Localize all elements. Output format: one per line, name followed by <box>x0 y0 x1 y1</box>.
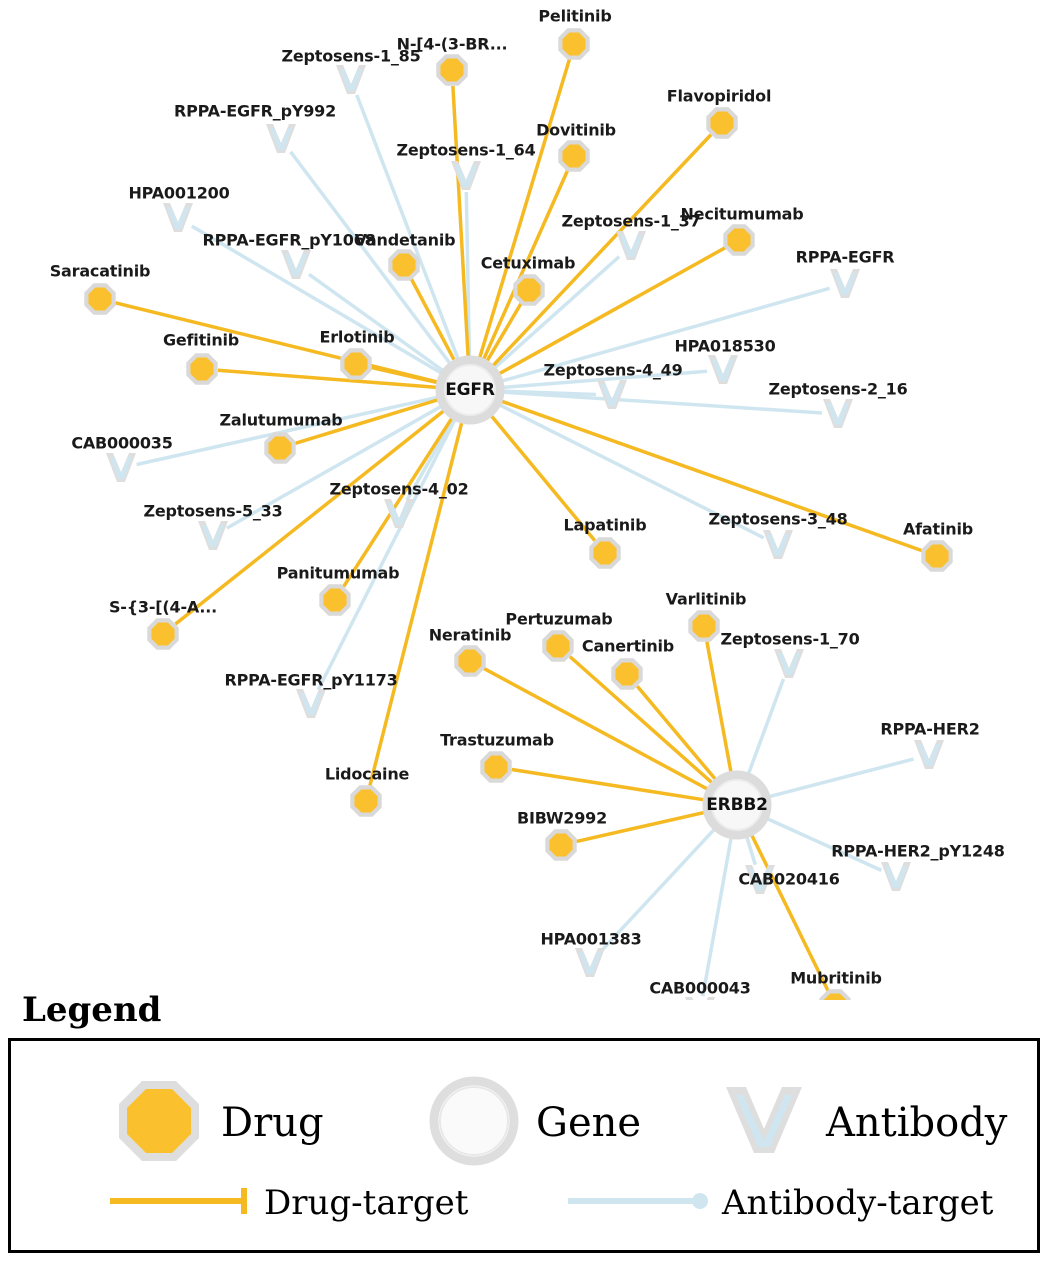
drug-node[interactable] <box>186 353 217 384</box>
antibody-label: CAB020416 <box>738 869 840 889</box>
drug-label: Neratinib <box>428 625 512 645</box>
graph-edge <box>309 274 446 372</box>
drug-target-edge-icon <box>106 1181 256 1225</box>
graph-edge <box>354 95 460 362</box>
antibody-node[interactable] <box>296 689 326 718</box>
antibody-label: RPPA-HER2 <box>880 719 980 739</box>
drug-node[interactable] <box>558 140 589 171</box>
drug-node[interactable] <box>542 630 573 661</box>
drug-label: Lidocaine <box>324 764 410 784</box>
antibody-label: HPA018530 <box>674 336 776 356</box>
drug-node[interactable] <box>589 537 620 568</box>
drug-label: Pelitinib <box>538 6 612 26</box>
antibody-node[interactable] <box>830 269 860 298</box>
legend-item-drug-target <box>106 1181 468 1225</box>
drug-node-shape <box>546 634 569 657</box>
drug-label: Mubritinib <box>790 968 882 988</box>
antibody-label: Zeptosens-1_70 <box>720 629 860 649</box>
drug-label: Flavopiridol <box>666 86 772 106</box>
legend-box <box>8 1038 1040 1253</box>
legend-label-drug-target: Drug-target <box>264 1183 469 1223</box>
drug-label: Lapatinib <box>563 515 647 535</box>
drug-node[interactable] <box>454 645 485 676</box>
drug-label: Saracatinib <box>49 261 151 281</box>
antibody-label: RPPA-HER2_pY1248 <box>831 841 1005 861</box>
drug-label: Zalutumumab <box>219 410 343 430</box>
drug-node[interactable] <box>84 283 115 314</box>
drug-node[interactable] <box>388 249 419 280</box>
antibody-label: RPPA-EGFR_pY1173 <box>224 670 398 690</box>
antibody-label: Zeptosens-1_64 <box>396 140 536 160</box>
drug-node[interactable] <box>545 829 576 860</box>
gene-label: ERBB2 <box>706 795 768 815</box>
graph-edge <box>703 835 732 997</box>
antibody-node[interactable] <box>774 649 804 678</box>
drug-label: Panitumumab <box>276 563 400 583</box>
drug-node-shape <box>190 357 213 380</box>
gene-label: EGFR <box>445 380 495 400</box>
antibody-node[interactable] <box>266 124 296 153</box>
drug-label: Necitumumab <box>680 204 804 224</box>
antibody-label: Zeptosens-4_02 <box>329 479 469 499</box>
antibody-node[interactable] <box>198 521 228 550</box>
drug-node-shape <box>392 253 415 276</box>
legend-item-antibody <box>716 1073 1007 1173</box>
legend-label-antibody: Antibody <box>826 1100 1008 1146</box>
drug-node-icon <box>111 1073 207 1173</box>
drug-node-shape <box>692 614 715 637</box>
drug-node[interactable] <box>436 54 467 85</box>
legend-title: Legend <box>22 990 162 1030</box>
antibody-label: RPPA-EGFR_pY1068 <box>202 230 376 250</box>
antibody-node-icon <box>716 1073 812 1173</box>
drug-node-shape <box>710 111 733 134</box>
antibody-label: HPA001383 <box>540 929 642 949</box>
drug-label: N-[4-(3-BR... <box>396 34 508 54</box>
antibody-target-edge-icon <box>564 1181 714 1225</box>
graph-edge <box>479 59 570 361</box>
drug-node-shape <box>268 436 291 459</box>
drug-node[interactable] <box>558 28 589 59</box>
antibody-label: RPPA-EGFR_pY992 <box>173 101 337 121</box>
drug-node-shape <box>88 287 111 310</box>
drug-label: BIBW2992 <box>516 808 608 828</box>
antibody-label: RPPA-EGFR <box>795 247 895 267</box>
antibody-node[interactable] <box>823 399 853 428</box>
antibody-label: Zeptosens-1_85 <box>281 46 421 66</box>
drug-node-shape <box>615 662 638 685</box>
drug-node[interactable] <box>319 584 350 615</box>
antibody-label: CAB000043 <box>649 978 751 998</box>
drug-node[interactable] <box>706 107 737 138</box>
drug-label: Cetuximab <box>480 253 576 273</box>
drug-node-shape <box>593 541 616 564</box>
drug-label: Erlotinib <box>319 327 395 347</box>
drug-node-shape <box>562 144 585 167</box>
legend-node-row <box>11 1063 1037 1173</box>
antibody-label: CAB000035 <box>71 433 173 453</box>
antibody-node[interactable] <box>597 380 627 409</box>
drug-node-shape <box>151 622 174 645</box>
antibody-label: Zeptosens-3_48 <box>708 509 848 529</box>
antibody-node[interactable] <box>914 740 944 769</box>
antibody-label: Zeptosens-5_33 <box>143 501 283 521</box>
drug-node-shape <box>925 544 948 567</box>
drug-label: S-{3-[(4-A... <box>108 597 218 617</box>
legend-item-antibody-target <box>564 1181 993 1225</box>
legend-item-gene <box>426 1073 641 1173</box>
drug-node-shape <box>344 352 367 375</box>
drug-node-shape <box>354 789 377 812</box>
drug-node-shape <box>458 649 481 672</box>
graph-edge <box>707 642 732 776</box>
drug-node[interactable] <box>723 224 754 255</box>
drug-node-shape <box>484 755 507 778</box>
drug-node[interactable] <box>513 274 544 305</box>
antibody-node[interactable] <box>281 250 311 279</box>
drug-node[interactable] <box>147 618 178 649</box>
graph-edge <box>766 759 913 797</box>
drug-node[interactable] <box>688 610 719 641</box>
drug-node-shape <box>727 228 750 251</box>
antibody-label: Zeptosens-1_37 <box>561 211 701 231</box>
antibody-node[interactable] <box>616 231 646 260</box>
drug-node[interactable] <box>480 751 511 782</box>
graph-edge <box>747 679 783 777</box>
drug-label: Afatinib <box>902 519 974 539</box>
graph-edge <box>372 368 441 384</box>
drug-label: Vandetanib <box>354 230 456 250</box>
drug-node[interactable] <box>350 785 381 816</box>
antibody-label: Zeptosens-2_16 <box>768 379 908 399</box>
graph-edge <box>637 686 717 782</box>
antibody-node[interactable] <box>451 161 481 190</box>
antibody-node[interactable] <box>163 203 193 232</box>
drug-node-shape <box>440 58 463 81</box>
antibody-node[interactable] <box>336 65 366 94</box>
drug-label: Gefitinib <box>162 330 240 350</box>
drug-node[interactable] <box>264 432 295 463</box>
drug-node-shape <box>562 32 585 55</box>
drug-node[interactable] <box>340 348 371 379</box>
legend-label-gene: Gene <box>536 1100 642 1146</box>
antibody-node[interactable] <box>881 862 911 891</box>
drug-label: Canertinib <box>581 636 675 656</box>
legend-label-antibody-target: Antibody-target <box>722 1183 994 1223</box>
drug-label: Varlitinib <box>665 589 747 609</box>
antibody-node[interactable] <box>106 453 136 482</box>
legend-label-drug: Drug <box>221 1100 324 1146</box>
drug-node[interactable] <box>611 658 642 689</box>
antibody-node[interactable] <box>575 948 605 977</box>
legend-item-drug <box>111 1073 324 1173</box>
drug-node[interactable] <box>921 540 952 571</box>
drug-node-shape <box>323 588 346 611</box>
drug-label: Pertuzumab <box>505 609 613 629</box>
drug-label: Dovitinib <box>536 120 616 140</box>
graph-edge <box>750 832 828 991</box>
legend-edge-row <box>11 1181 1037 1241</box>
antibody-label: Zeptosens-4_49 <box>543 360 683 380</box>
graph-edge <box>344 415 454 586</box>
drug-node-shape <box>549 833 572 856</box>
drug-label: Trastuzumab <box>440 730 554 750</box>
drug-node-shape <box>517 278 540 301</box>
antibody-label: HPA001200 <box>128 183 230 203</box>
antibody-node[interactable] <box>763 530 793 559</box>
antibody-node[interactable] <box>708 355 738 384</box>
graph-edge <box>491 135 711 369</box>
gene-node-icon <box>426 1073 522 1173</box>
legend <box>8 990 1048 1253</box>
